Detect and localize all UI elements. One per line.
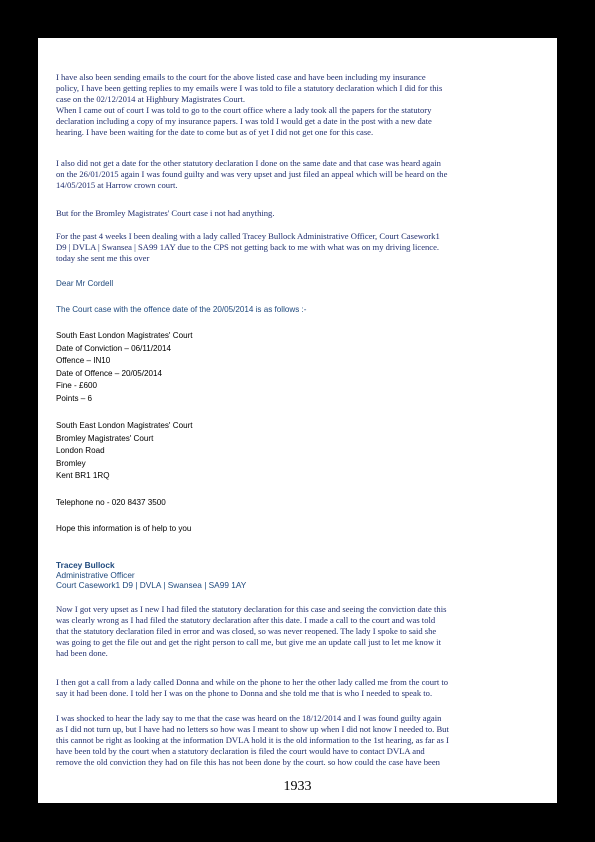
paragraph-tracey-bullock (56, 231, 556, 264)
text-line: Now I got very upset as I new I had filed the statutory declaration for this case and seeing the conviction date this (56, 604, 447, 614)
paragraph-upset (56, 604, 556, 659)
text-line: have been told by the court when a statutory declaration is filed the court would have to contact DVLA and (56, 746, 425, 756)
text-line: today she sent me this over (56, 253, 150, 263)
text-line: say it had been done. I told her I was on the phone to Donna and she told me that is who I needed to speak to. (56, 688, 433, 698)
address-line: South East London Magistrates' Court (56, 421, 193, 430)
address-line: London Road (56, 446, 105, 455)
paragraph-bromley-case (56, 208, 556, 219)
text-line: 14/05/2015 at Harrow crown court. (56, 180, 178, 190)
paragraph-other-declaration (56, 158, 556, 191)
text-line: I then got a call from a lady called Donna and while on the phone to her the other lady called me from the court to (56, 677, 449, 687)
paragraph-shocked (56, 713, 556, 768)
text-line: I have also been sending emails to the court for the above listed case and have been including my insurance (56, 72, 426, 82)
paragraph-donna-call (56, 677, 556, 699)
detail-line: Date of Offence – 20/05/2014 (56, 368, 163, 378)
detail-line: South East London Magistrates' Court (56, 331, 193, 340)
email-case-details (56, 330, 193, 405)
text-line: I also did not get a date for the other statutory declaration I done on the same date and that case was heard again (56, 158, 441, 168)
signature-title: Administrative Officer (56, 570, 135, 580)
email-closing: Hope this information is of help to you (56, 524, 192, 533)
email-court-address (56, 420, 193, 483)
text-line: For the past 4 weeks I been dealing with a lady called Tracey Bullock Administrative Officer, Court Casework1 (56, 231, 440, 241)
text-line: When I came out of court I was told to go to the court office where a lady took all the papers for the statutory (56, 105, 432, 115)
email-greeting: Dear Mr Cordell (56, 279, 114, 288)
text-line: as I did not turn up, but I have had no letters so how was I meant to show up when I did not know I needed to. But (56, 724, 449, 734)
signature-name: Tracey Bullock (56, 560, 115, 570)
detail-line: Points – 6 (56, 393, 92, 403)
text-line: But for the Bromley Magistrates' Court case i not had anything. (56, 208, 275, 218)
text-line: on the 26/01/2015 again I was found guilty and was very upset and just filed an appeal which will be heard on the (56, 169, 448, 179)
text-line: that the statutory declaration filed in error and was closed, so was never reopened. The lady I spoke to said she (56, 626, 437, 636)
text-line: hearing. I have been waiting for the date to come but as of yet I did not get one for this case. (56, 127, 374, 137)
text-line: this cannot be right as looking at the information DVLA hold it is the old information to the 1st hearing, as far as I (56, 735, 449, 745)
detail-line: Fine - £600 (56, 381, 97, 390)
address-line: Bromley Magistrates' Court (56, 433, 154, 443)
detail-line: Date of Conviction – 06/11/2014 (56, 343, 172, 353)
paragraph-insurance-emails (56, 72, 556, 138)
text-line: D9 | DVLA | Swansea | SA99 1AY due to the CPS not getting back to me with what was on my driving licence. (56, 242, 440, 252)
text-line: remove the old conviction they had on file this has not been done by the court. so how could the case have been (56, 757, 440, 767)
detail-line: Offence – IN10 (56, 356, 111, 365)
text-line: case on the 02/12/2014 at Highbury Magistrates Court. (56, 94, 246, 104)
document-page (38, 38, 557, 803)
page-number: 1933 (283, 779, 312, 794)
text-line: I was shocked to hear the lady say to me that the case was heard on the 18/12/2014 and I was found guilty again (56, 713, 442, 723)
text-line: policy, I have been getting replies to my emails were I was told to file a statutory declaration which I did for this (56, 83, 443, 93)
text-line: had been done. (56, 648, 108, 658)
email-intro: The Court case with the offence date of the 20/05/2014 is as follows :- (56, 305, 307, 314)
email-telephone: Telephone no - 020 8437 3500 (56, 498, 166, 507)
address-line: Kent BR1 1RQ (56, 471, 110, 480)
address-line: Bromley (56, 458, 86, 468)
signature-department: Court Casework1 D9 | DVLA | Swansea | SA99 1AY (56, 580, 247, 590)
text-line: declaration including a copy of my insurance papers. I was told I would get a date in the post with a new date (56, 116, 432, 126)
text-line: was clearly wrong as I had filed the statutory declaration after this date. I made a call to the court and was told (56, 615, 436, 625)
text-line: was going to get the file out and get the right person to call me, but give me an update call just to let me know it (56, 637, 441, 647)
